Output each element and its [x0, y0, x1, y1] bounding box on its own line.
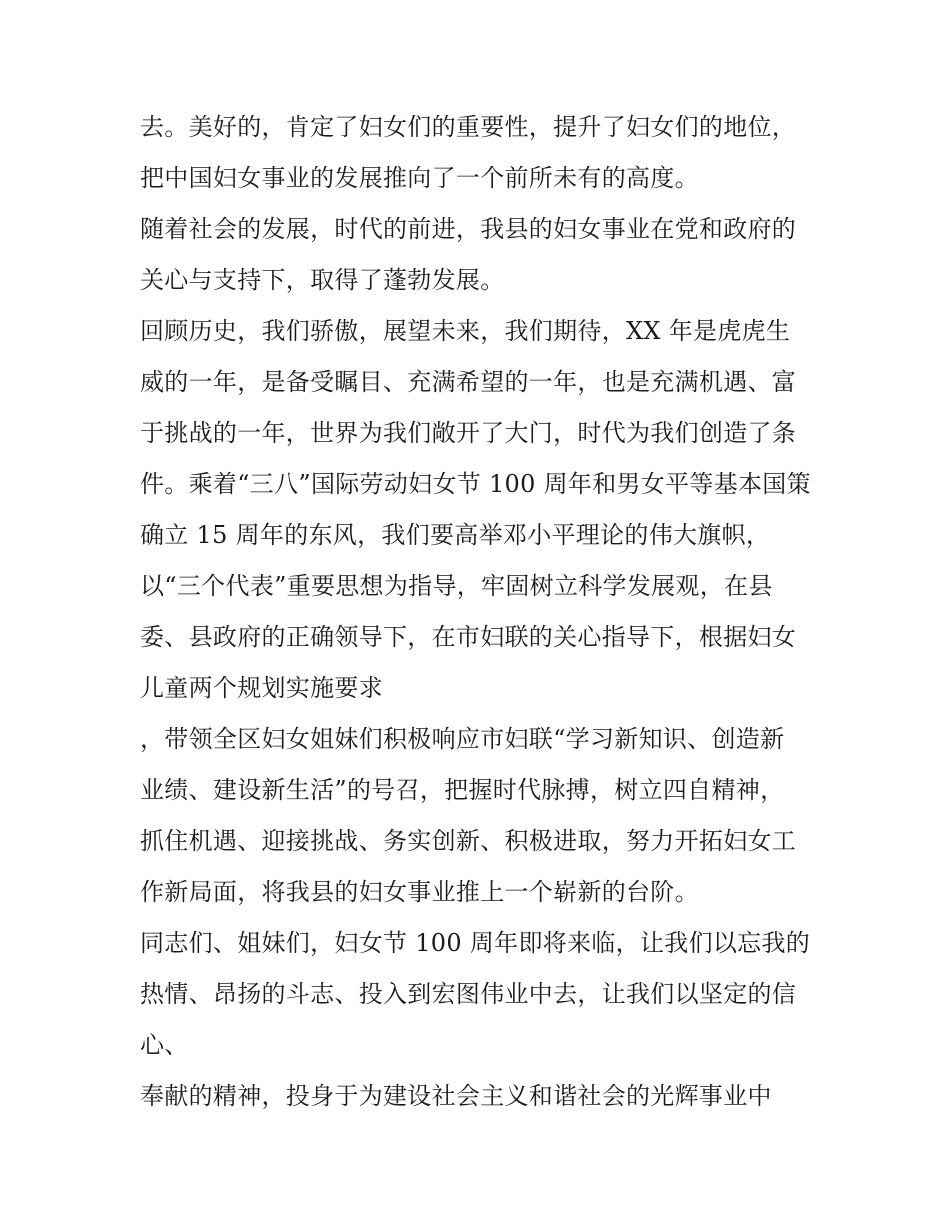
text-line: 威的一年，是备受瞩目、充满希望的一年，也是充满机遇、富 [140, 368, 797, 396]
text-line: 心、 [140, 1031, 189, 1059]
text-line: 关心与支持下，取得了蓬勃发展。 [140, 266, 505, 294]
text-line: ，带领全区妇女姐妹们积极响应市妇联“学习新知识、创造新 [140, 725, 785, 753]
text-line: 奉献的精神，投身于为建设社会主义和谐社会的光辉事业中 [140, 1082, 772, 1110]
text-line: 把中国妇女事业的发展推向了一个前所未有的高度。 [140, 164, 699, 192]
text-line: 去。美好的，肯定了妇女们的重要性，提升了妇女们的地位， [140, 113, 797, 141]
text-line: 儿童两个规划实施要求 [140, 674, 383, 702]
text-line: 业绩、建设新生活”的号召，把握时代脉搏，树立四自精神， [140, 776, 785, 804]
text-line: 热情、昂扬的斗志、投入到宏图伟业中去，让我们以坚定的信 [140, 980, 797, 1008]
text-line: 于挑战的一年，世界为我们敞开了大门，时代为我们创造了条 [140, 419, 797, 447]
text-line: 件。乘着“三八”国际劳动妇女节 100 周年和男女平等基本国策 [140, 470, 811, 498]
text-line: 抓住机遇、迎接挑战、务实创新、积极进取，努力开拓妇女工 [140, 827, 797, 855]
text-line: 作新局面，将我县的妇女事业推上一个崭新的台阶。 [140, 878, 699, 906]
text-line: 同志们、姐妹们，妇女节 100 周年即将来临，让我们以忘我的 [140, 929, 811, 957]
text-line: 回顾历史，我们骄傲，展望未来，我们期待，XX 年是虎虎生 [140, 317, 791, 345]
body-text [140, 102, 830, 1122]
text-line: 随着社会的发展，时代的前进，我县的妇女事业在党和政府的 [140, 215, 797, 243]
text-line: 委、县政府的正确领导下，在市妇联的关心指导下，根据妇女 [140, 623, 797, 651]
text-line: 以“三个代表”重要思想为指导，牢固树立科学发展观，在县 [140, 572, 773, 600]
text-line: 确立 15 周年的东风，我们要高举邓小平理论的伟大旗帜， [140, 521, 771, 549]
